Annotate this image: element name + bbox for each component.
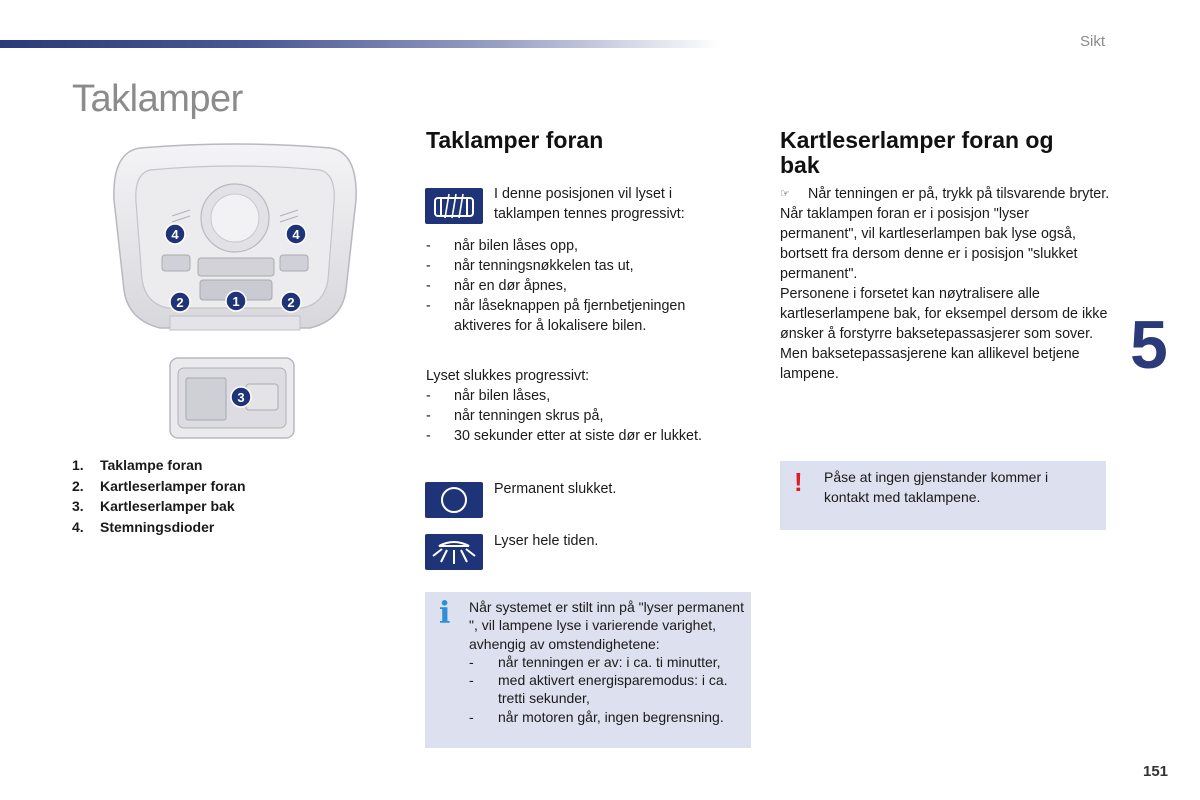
map-lamps-para-2: Personene i forsetet kan nøytralisere alle kartleserlampene bak, for eksempel dersom de ikke ønsker å forstyrre baksetepassasjerer som sover. Men baksetepassasjerene kan allikevel betjene lampene. [780,286,1108,382]
front-lamps-heading: Taklamper foran [426,127,604,153]
map-lamps-heading: Kartleserlamper foran og bak [780,127,1054,178]
warning-box [780,461,1106,530]
info-box [425,592,751,748]
page-number: 151 [1143,763,1169,780]
overhead-console-illustration [110,140,360,350]
callout-4-right: 4 [292,227,300,242]
callout-1: 1 [232,294,240,309]
list-item: - når motoren går, ingen begrensning. [469,708,747,726]
on-conditions [426,236,726,336]
list-item: - når låseknappen på fjernbetjeningen aktiveres for å lokalisere bilen. [426,296,726,336]
list-item: - når en dør åpnes, [426,276,726,296]
info-icon: i [439,596,451,631]
rear-lamp-illustration [168,356,298,442]
off-mode-icon [425,482,483,518]
door-mode-icon [425,188,483,224]
section-label: Sikt [1079,33,1105,50]
list-item: - når bilen låses, [426,386,746,406]
info-text [469,598,747,726]
off-intro: Lyset slukkes progressivt: [426,368,590,384]
callout-4-left: 4 [171,227,179,242]
off-conditions [426,366,746,446]
list-item: - når tenningsnøkkelen tas ut, [426,256,726,276]
callout-2-left: 2 [176,295,184,310]
door-mode-text: I denne posisjonen vil lyset i taklampen tennes progressivt: [494,186,685,222]
arrow-icon: ☞ [780,188,790,200]
list-item: - når bilen låses opp, [426,236,726,256]
legend-item: 1. Taklampe foran [72,457,203,473]
list-item: - når tenningen skrus på, [426,406,746,426]
legend-item: 3. Kartleserlamper bak [72,498,235,514]
list-item: - 30 sekunder etter at siste dør er lukket. [426,426,746,446]
bullet-item: ☞ Når tenningen er på, trykk på tilsvarende bryter. [780,186,1110,202]
legend-item: 4. Stemningsdioder [72,518,215,535]
warning-icon: ! [794,467,803,497]
list-item: - med aktivert energisparemodus: i ca. tretti sekunder, [469,671,747,708]
map-lamps-para-1: Når taklampen foran er i posisjon "lyser permanent", vil kartleserlampen bak lyse også, bortsett fra dersom denne er i posisjon "slukket permanent". [780,206,1078,282]
info-intro: Når systemet er stilt inn på "lyser permanent ", vil lampene lyse i varierende varighet, avhengig av omstendighetene: [469,599,744,652]
off-mode-text: Permanent slukket. [494,481,617,497]
on-mode-icon [425,534,483,570]
list-item: - når tenningen er av: i ca. ti minutter, [469,653,747,671]
map-lamps-text [780,184,1110,384]
chapter-number: 5 [1130,307,1168,383]
warning-text: Påse at ingen gjenstander kommer i kontakt med taklampene. [824,469,1049,505]
on-mode-text: Lyser hele tiden. [494,533,599,549]
callout-3: 3 [237,390,245,405]
figure-legend [72,455,246,537]
legend-item: 2. Kartleserlamper foran [72,477,246,494]
callout-2-right: 2 [287,295,295,310]
header-bar [0,40,720,48]
page-title: Taklamper [72,78,243,120]
